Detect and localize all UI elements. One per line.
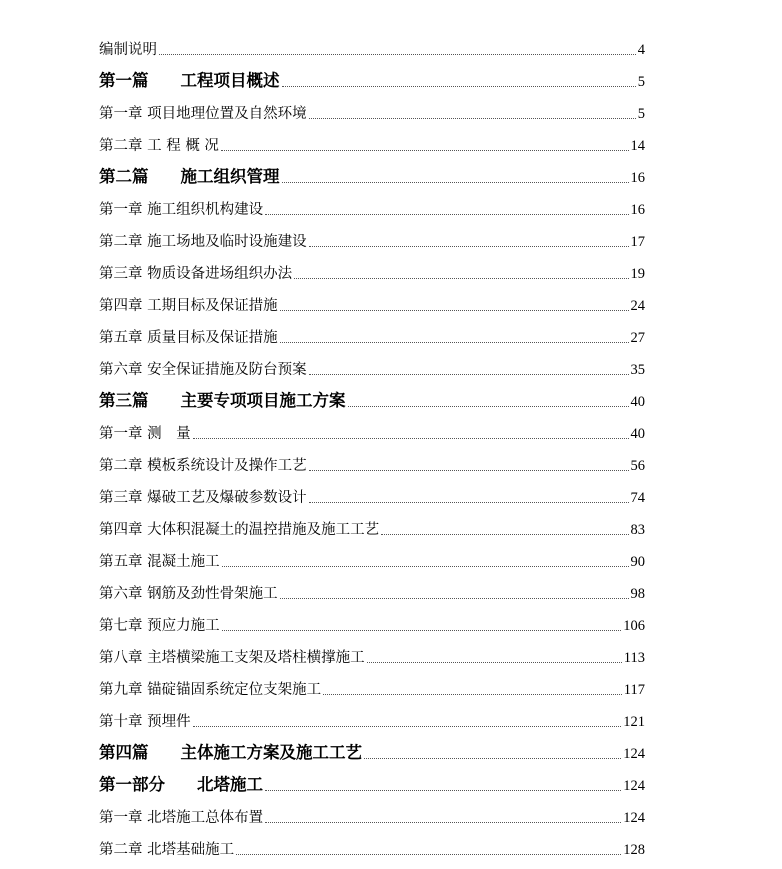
toc-page-number: 113 <box>623 650 645 666</box>
toc-page-number: 40 <box>630 426 645 442</box>
toc-dot-leader <box>367 661 622 663</box>
toc-page-number: 117 <box>623 682 645 698</box>
toc-entry[interactable] <box>99 27 645 59</box>
toc-dot-leader <box>280 341 629 343</box>
toc-part-prefix: 第一篇 <box>99 71 149 90</box>
toc-dot-leader <box>381 533 628 535</box>
toc-entry-label: 第三章 物质设备进场组织办法 <box>99 266 293 282</box>
toc-dot-leader <box>280 309 629 311</box>
toc-entry-label: 第八章 主塔横梁施工支架及塔柱横撑施工 <box>99 650 365 666</box>
toc-entry[interactable] <box>99 251 645 283</box>
toc-entry-label: 第一章 施工组织机构建设 <box>99 202 264 218</box>
toc-part-label <box>99 67 280 91</box>
toc-entry[interactable] <box>99 219 645 251</box>
toc-dot-leader <box>265 213 628 215</box>
toc-page-number: 56 <box>630 458 645 474</box>
toc-part-label <box>99 387 346 411</box>
toc-entry-label: 第一章 北塔施工总体布置 <box>99 810 264 826</box>
toc-page-number: 83 <box>630 522 645 538</box>
toc-dot-leader <box>222 565 629 567</box>
toc-entry[interactable] <box>99 91 645 123</box>
toc-entry-label: 第三章 爆破工艺及爆破参数设计 <box>99 490 307 506</box>
toc-entry-label: 第二章 工 程 概 况 <box>99 138 219 154</box>
toc-dot-leader <box>236 853 621 855</box>
toc-part-prefix: 第一部分 <box>99 775 165 794</box>
toc-page-number: 16 <box>630 202 645 218</box>
toc-entry-label: 第十章 预埋件 <box>99 714 191 730</box>
toc-dot-leader <box>364 757 621 759</box>
toc-dot-leader <box>323 693 622 695</box>
toc-dot-leader <box>222 629 622 631</box>
toc-entry[interactable] <box>99 315 645 347</box>
toc-page-number: 90 <box>630 554 645 570</box>
toc-entry-label: 第一章 项目地理位置及自然环境 <box>99 106 307 122</box>
toc-dot-leader <box>309 245 629 247</box>
toc-page-number: 27 <box>630 330 645 346</box>
toc-entry[interactable] <box>99 187 645 219</box>
toc-entry[interactable] <box>99 507 645 539</box>
toc-part-heading[interactable] <box>99 59 645 91</box>
toc-entry-label: 第五章 混凝土施工 <box>99 554 220 570</box>
toc-part-label <box>99 163 280 187</box>
toc-entry[interactable] <box>99 699 645 731</box>
toc-dot-leader <box>282 181 629 183</box>
toc-page-number: 106 <box>623 618 645 634</box>
toc-entry-label: 第四章 大体积混凝土的温控措施及施工工艺 <box>99 522 380 538</box>
toc-part-label <box>99 771 263 795</box>
toc-part-prefix: 第二篇 <box>99 167 149 186</box>
toc-page-number: 14 <box>630 138 645 154</box>
toc-part-prefix: 第三篇 <box>99 391 149 410</box>
toc-dot-leader <box>309 117 636 119</box>
toc-page-number: 128 <box>623 842 645 858</box>
toc-part-title: 北塔施工 <box>197 775 263 794</box>
toc-entry[interactable] <box>99 795 645 827</box>
toc-dot-leader <box>265 821 621 823</box>
toc-part-heading[interactable] <box>99 731 645 763</box>
toc-entry[interactable] <box>99 411 645 443</box>
toc-page-number: 17 <box>630 234 645 250</box>
toc-entry-label: 第一章 测 量 <box>99 426 191 442</box>
toc-page-number: 124 <box>623 810 645 826</box>
table-of-contents <box>99 27 645 859</box>
toc-page-number: 121 <box>623 714 645 730</box>
toc-entry-label: 第二章 施工场地及临时设施建设 <box>99 234 307 250</box>
toc-part-label <box>99 739 362 763</box>
toc-page-number: 98 <box>630 586 645 602</box>
toc-entry[interactable] <box>99 443 645 475</box>
toc-page-number: 24 <box>630 298 645 314</box>
toc-part-prefix: 第四篇 <box>99 743 149 762</box>
toc-entry-label: 第五章 质量目标及保证措施 <box>99 330 278 346</box>
toc-dot-leader <box>294 277 628 279</box>
toc-entry[interactable] <box>99 283 645 315</box>
toc-entry-label: 第七章 预应力施工 <box>99 618 220 634</box>
toc-part-title: 主体施工方案及施工工艺 <box>180 743 362 762</box>
toc-entry[interactable] <box>99 603 645 635</box>
toc-dot-leader <box>280 597 629 599</box>
toc-entry[interactable] <box>99 475 645 507</box>
toc-part-heading[interactable] <box>99 763 645 795</box>
toc-entry-label: 第四章 工期目标及保证措施 <box>99 298 278 314</box>
toc-page-number: 4 <box>637 42 645 58</box>
toc-part-title: 工程项目概述 <box>180 71 280 90</box>
toc-dot-leader <box>265 789 621 791</box>
toc-entry-label: 第九章 锚碇锚固系统定位支架施工 <box>99 682 322 698</box>
toc-page-number: 16 <box>630 170 645 186</box>
toc-dot-leader <box>348 405 629 407</box>
toc-dot-leader <box>193 437 629 439</box>
toc-page-number: 5 <box>637 74 645 90</box>
toc-dot-leader <box>309 501 629 503</box>
toc-page-number: 35 <box>630 362 645 378</box>
toc-page-number: 40 <box>630 394 645 410</box>
toc-part-heading[interactable] <box>99 155 645 187</box>
toc-entry-label: 第二章 北塔基础施工 <box>99 842 235 858</box>
toc-page-number: 5 <box>637 106 645 122</box>
toc-entry[interactable] <box>99 635 645 667</box>
toc-page-number: 124 <box>623 746 645 762</box>
toc-entry[interactable] <box>99 539 645 571</box>
toc-entry[interactable] <box>99 571 645 603</box>
toc-entry[interactable] <box>99 347 645 379</box>
toc-entry-label: 第二章 模板系统设计及操作工艺 <box>99 458 307 474</box>
toc-dot-leader <box>221 149 629 151</box>
toc-entry-label: 编制说明 <box>99 42 157 58</box>
toc-part-title: 施工组织管理 <box>180 167 280 186</box>
toc-entry[interactable] <box>99 827 645 859</box>
toc-entry-label: 第六章 钢筋及劲性骨架施工 <box>99 586 278 602</box>
toc-page-number: 124 <box>623 778 645 794</box>
toc-dot-leader <box>193 725 622 727</box>
toc-part-title: 主要专项项目施工方案 <box>180 391 346 410</box>
toc-part-heading[interactable] <box>99 379 645 411</box>
toc-entry[interactable] <box>99 123 645 155</box>
toc-page-number: 19 <box>630 266 645 282</box>
toc-dot-leader <box>309 469 629 471</box>
toc-dot-leader <box>309 373 629 375</box>
toc-dot-leader <box>159 53 636 55</box>
toc-entry-label: 第六章 安全保证措施及防台预案 <box>99 362 307 378</box>
toc-dot-leader <box>282 85 636 87</box>
toc-page-number: 74 <box>630 490 645 506</box>
toc-entry[interactable] <box>99 667 645 699</box>
